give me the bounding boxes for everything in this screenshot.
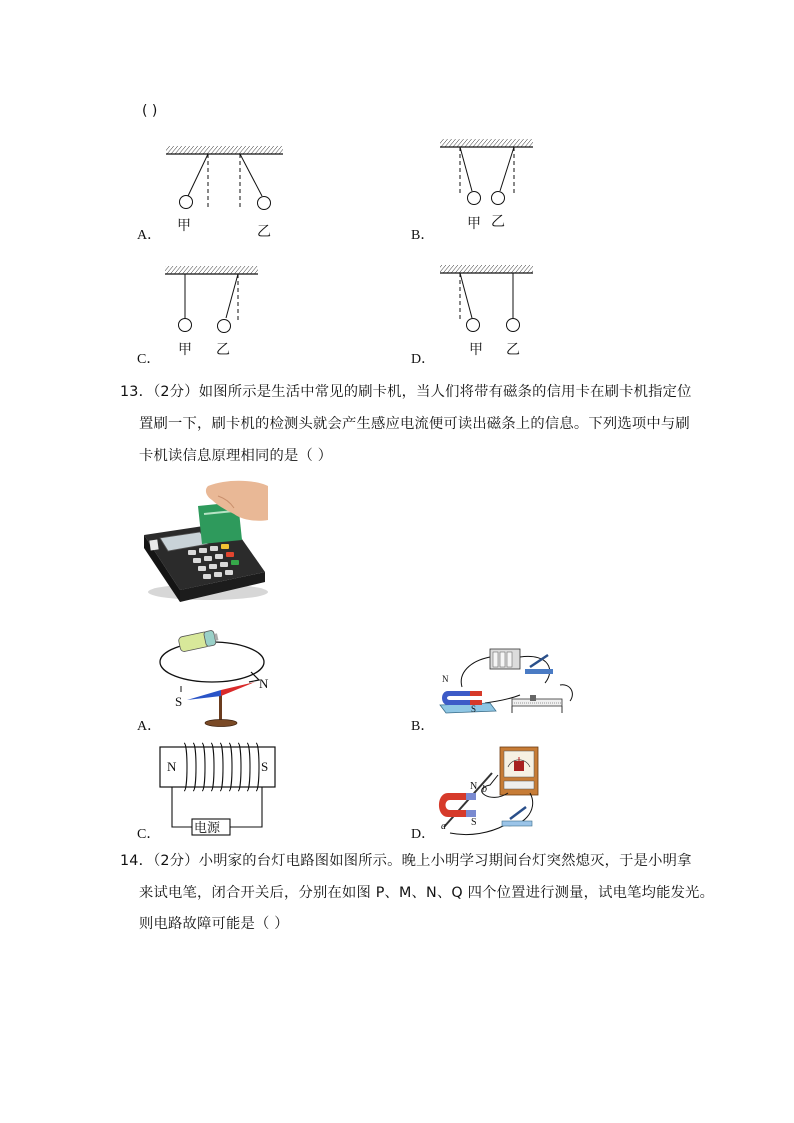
q13-option-d-magnet-s-label: S: [471, 817, 477, 828]
q12-option-d-ball-right-label: 乙: [506, 342, 520, 358]
q14-stem-line2: 来试电笔，闭合开关后，分别在如图 P、M、N、Q 四个位置进行测量，试电笔均能发光。: [139, 885, 715, 901]
q12-option-a-ball-right-label: 乙: [257, 224, 271, 240]
q13-option-d-letter: D．: [411, 827, 436, 842]
q13-option-c-coil-n-label: N: [167, 759, 177, 774]
q12-option-d-letter: D．: [411, 352, 436, 367]
card-reader-photo: [138, 480, 268, 605]
q13-option-d-figure: [430, 745, 550, 840]
q12-option-a-ball-left-label: 甲: [177, 218, 191, 234]
q13-option-d-rod-b-label: b: [482, 784, 487, 795]
q13-option-c-figure: [160, 742, 290, 837]
q14-stem-line1: 14．（2分）小明家的台灯电路图如图所示。晚上小明学习期间台灯突然熄灭，于是小明拿: [120, 853, 692, 869]
q12-option-a-letter: A．: [137, 228, 162, 243]
q13-option-c-letter: C．: [137, 827, 161, 842]
q13-option-c-power-source-label: 电源: [194, 821, 221, 836]
q14-stem-line3: 则电路故障可能是（ ）: [139, 916, 289, 932]
q12-answer-blank: ( ): [142, 103, 158, 119]
q12-option-c-ball-left-label: 甲: [178, 342, 192, 358]
q13-stem-line1: 13．（2分）如图所示是生活中常见的刷卡机，当人们将带有磁条的信用卡在刷卡机指定位: [120, 384, 692, 400]
q13-option-b-figure: [430, 643, 580, 728]
q13-option-a-needle-s-label: S: [175, 694, 183, 709]
q13-option-b-letter: B．: [411, 719, 435, 734]
q13-option-b-magnet-n-label: N: [442, 674, 449, 684]
q13-option-d-rod-a-label: a: [441, 821, 446, 832]
q12-option-d-figure: [0, 0, 794, 380]
q12-option-b-ball-right-label: 乙: [491, 214, 505, 230]
q12-option-c-ball-right-label: 乙: [216, 342, 230, 358]
q12-option-c-letter: C．: [137, 352, 161, 367]
q12-option-d-ball-left-label: 甲: [469, 342, 483, 358]
q13-option-b-magnet-s-label: S: [471, 704, 477, 714]
q13-stem-line2: 置刷一下，刷卡机的检测头就会产生感应电流便可读出磁条上的信息。下列选项中与刷: [139, 416, 690, 432]
q12-option-b-letter: B．: [411, 228, 435, 243]
q13-option-a-needle-n-label: N: [259, 676, 269, 691]
q13-option-a-letter: A．: [137, 719, 162, 734]
q13-option-c-coil-s-label: S: [261, 759, 269, 774]
q13-option-d-magnet-n-label: N: [470, 781, 478, 792]
q12-option-b-ball-left-label: 甲: [467, 216, 481, 232]
q13-stem-line3: 卡机读信息原理相同的是（ ）: [139, 448, 333, 464]
